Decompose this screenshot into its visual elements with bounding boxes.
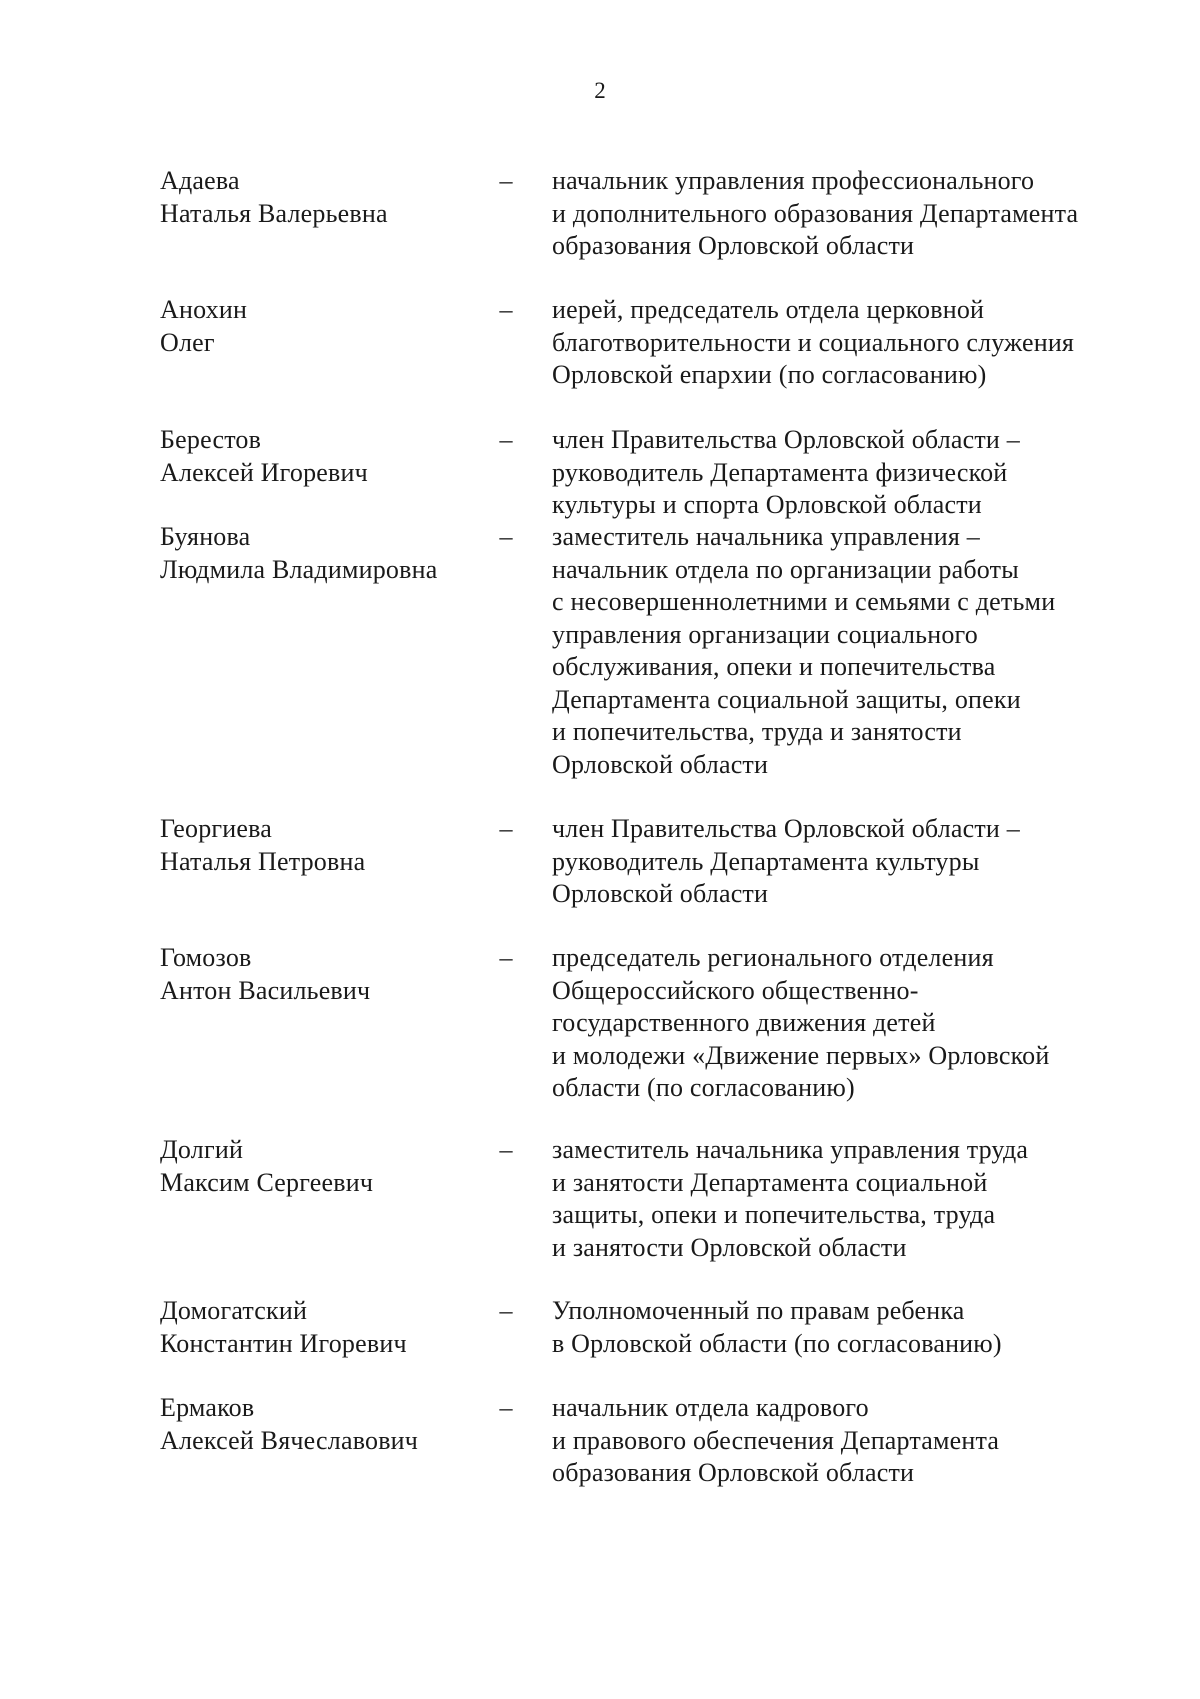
member-position (552, 942, 1112, 1105)
position-line: образования Орловской области (552, 231, 915, 260)
position-line: и правового обеспечения Департамента (552, 1425, 1000, 1455)
member-given-name: Алексей Игоревич (160, 457, 368, 487)
position-line: начальник отдела кадрового (552, 1393, 869, 1422)
position-line: председатель регионального отделения (552, 943, 994, 972)
member-name (160, 424, 490, 489)
member-surname: Долгий (160, 1135, 244, 1164)
position-line: заместитель начальника управления труда (552, 1135, 1029, 1164)
member-surname: Ермаков (160, 1393, 255, 1422)
position-line: обслуживания, опеки и попечительства (552, 652, 996, 681)
position-line: Орловской епархии (по согласованию) (552, 360, 987, 389)
position-line: Общероссийского общественно- (552, 975, 919, 1005)
member-surname: Анохин (160, 295, 248, 324)
member-surname: Берестов (160, 425, 262, 454)
member-given-name: Людмила Владимировна (160, 554, 438, 584)
member-position (552, 1134, 1112, 1264)
position-line: руководитель Департамента физической (552, 457, 1008, 487)
position-line: и попечительства, труда и занятости (552, 717, 962, 746)
position-line: культуры и спорта Орловской области (552, 490, 982, 519)
member-surname: Адаева (160, 166, 240, 195)
member-surname: Гомозов (160, 943, 252, 972)
member-name (160, 1295, 490, 1360)
position-line: начальник управления профессионального (552, 166, 1035, 195)
position-line: иерей, председатель отдела церковной (552, 295, 985, 324)
position-line: государственного движения детей (552, 1008, 936, 1037)
member-given-name: Антон Васильевич (160, 975, 371, 1005)
position-line: в Орловской области (по согласованию) (552, 1328, 1002, 1358)
member-position (552, 813, 1112, 911)
position-line: области (по согласованию) (552, 1073, 855, 1102)
member-given-name: Максим Сергеевич (160, 1167, 374, 1197)
position-line: и занятости Департамента социальной (552, 1167, 988, 1197)
position-line: с несовершеннолетними и семьями с детьми (552, 587, 1056, 616)
separator-dash: – (499, 814, 513, 843)
position-line: Уполномоченный по правам ребенка (552, 1296, 965, 1325)
member-name (160, 813, 490, 878)
member-given-name: Наталья Петровна (160, 846, 366, 876)
separator-dash: – (499, 166, 513, 195)
position-line: защиты, опеки и попечительства, труда (552, 1200, 996, 1229)
position-line: заместитель начальника управления – (552, 522, 980, 551)
member-surname: Домогатский (160, 1296, 308, 1325)
position-line: член Правительства Орловской области – (552, 814, 1020, 843)
member-name (160, 165, 490, 230)
member-position (552, 424, 1112, 522)
separator-dash: – (499, 522, 513, 551)
separator-dash: – (499, 425, 513, 454)
position-line: и молодежи «Движение первых» Орловской (552, 1040, 1050, 1070)
position-line: Орловской области (552, 749, 769, 779)
position-line: и дополнительного образования Департамента (552, 198, 1079, 228)
member-name (160, 521, 490, 586)
member-surname: Георгиева (160, 814, 272, 843)
position-line: начальник отдела по организации работы (552, 554, 1019, 584)
separator-dash: – (499, 1393, 513, 1422)
member-position (552, 294, 1112, 392)
position-line: член Правительства Орловской области – (552, 425, 1020, 454)
position-line: образования Орловской области (552, 1458, 915, 1487)
separator-dash: – (499, 943, 513, 972)
member-name (160, 294, 490, 359)
member-position (552, 165, 1112, 263)
member-given-name: Алексей Вячеславович (160, 1425, 419, 1455)
page-number: 2 (594, 78, 606, 103)
position-line: Департамента социальной защиты, опеки (552, 684, 1021, 714)
member-name (160, 1392, 490, 1457)
separator-dash: – (499, 1135, 513, 1164)
member-name (160, 1134, 490, 1199)
position-line: управления организации социального (552, 619, 978, 649)
member-position (552, 1392, 1112, 1490)
member-surname: Буянова (160, 522, 251, 551)
member-given-name: Константин Игоревич (160, 1328, 407, 1358)
member-given-name: Наталья Валерьевна (160, 198, 388, 228)
member-given-name: Олег (160, 327, 215, 357)
position-line: благотворительности и социального служения (552, 327, 1075, 357)
member-name (160, 942, 490, 1007)
position-line: руководитель Департамента культуры (552, 846, 980, 876)
position-line: Орловской области (552, 879, 769, 908)
position-line: и занятости Орловской области (552, 1232, 907, 1262)
separator-dash: – (499, 295, 513, 324)
member-position (552, 521, 1112, 781)
separator-dash: – (499, 1296, 513, 1325)
member-position (552, 1295, 1112, 1360)
